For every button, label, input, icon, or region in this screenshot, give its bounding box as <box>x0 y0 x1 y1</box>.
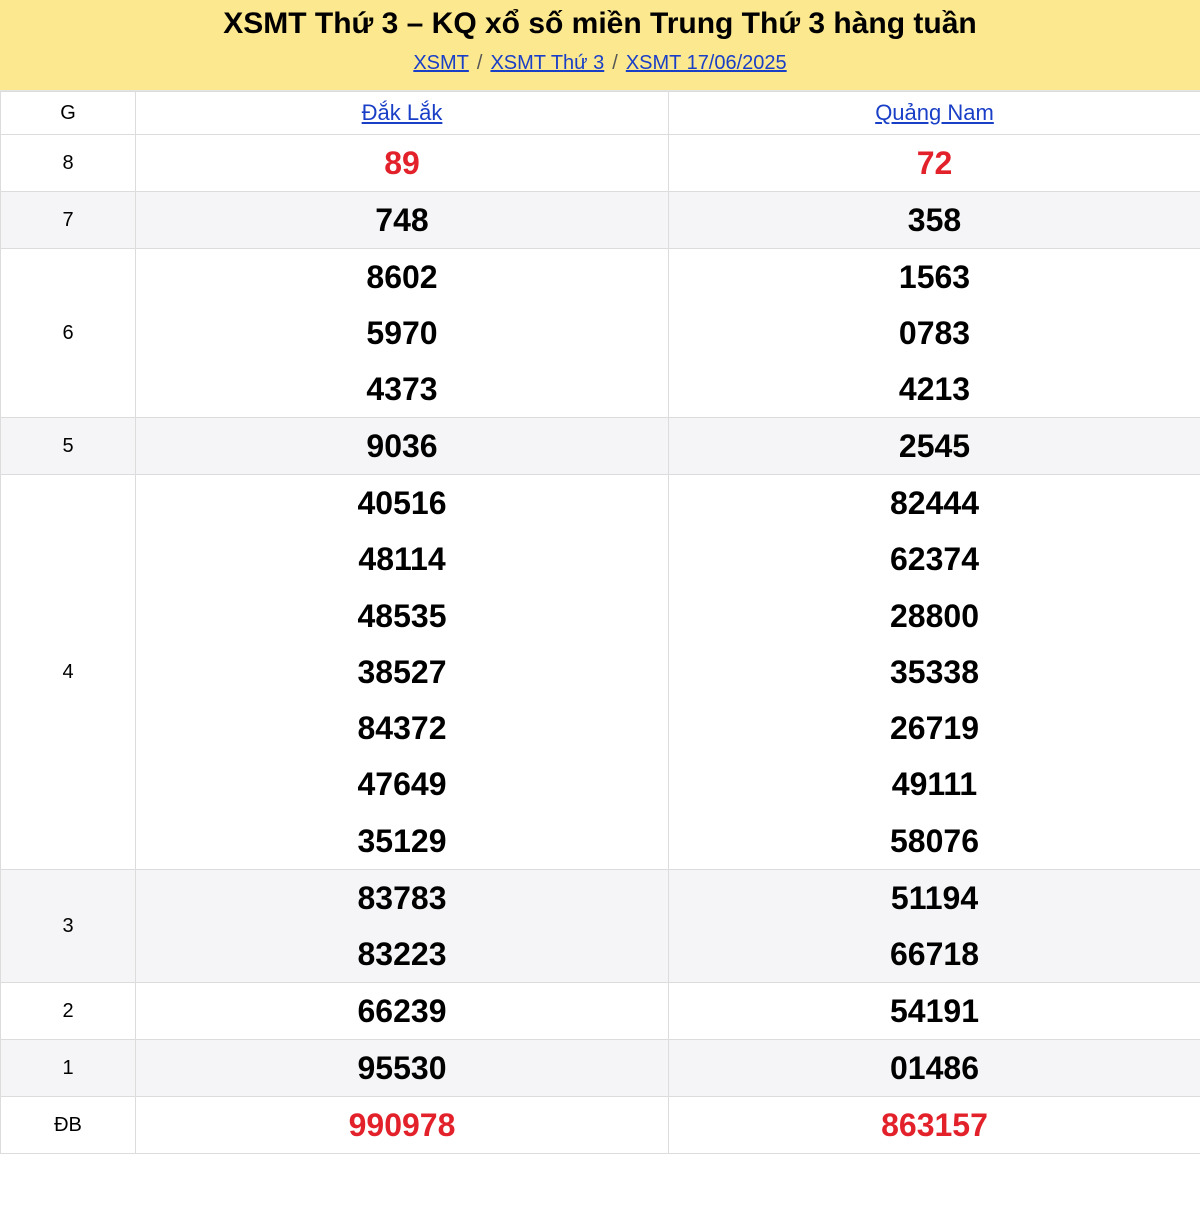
result-cell-daklak <box>136 1097 669 1154</box>
breadcrumb-separator: / <box>612 52 618 74</box>
prize-row-8 <box>1 1097 1200 1154</box>
result-number: 48535 <box>357 597 447 634</box>
result-number: 990978 <box>348 1107 456 1144</box>
result-number: 49111 <box>891 766 978 803</box>
result-cell-quangnam <box>669 983 1200 1040</box>
result-cell-quangnam <box>669 249 1200 418</box>
result-cell-quangnam <box>669 192 1200 249</box>
result-cell-daklak <box>136 870 669 983</box>
result-number: 66718 <box>890 936 979 973</box>
page-title: XSMT Thứ 3 – KQ xổ số miền Trung Thứ 3 hàng tuần <box>223 7 977 40</box>
prize-row-7 <box>1 1040 1200 1097</box>
result-number: 35338 <box>890 653 979 690</box>
prize-row-2 <box>1 249 1200 418</box>
result-number: 4213 <box>898 371 971 407</box>
result-cell-daklak <box>136 475 669 870</box>
province-link-quangnam[interactable]: Quảng Nam <box>875 100 994 125</box>
prize-label: 7 <box>1 192 136 249</box>
result-number: 84372 <box>357 710 447 747</box>
result-cell-daklak <box>136 249 669 418</box>
result-cell-daklak <box>136 1040 669 1097</box>
prize-label: 2 <box>1 983 136 1040</box>
result-number: 47649 <box>357 766 447 803</box>
result-cell-quangnam <box>669 870 1200 983</box>
result-number: 5970 <box>366 315 438 351</box>
prize-row-6 <box>1 983 1200 1040</box>
table-header-row <box>1 92 1200 135</box>
result-cell-daklak <box>136 983 669 1040</box>
result-number: 8602 <box>366 259 438 295</box>
result-number: 40516 <box>357 485 447 521</box>
result-cell-quangnam <box>669 418 1200 475</box>
prize-column-header: G <box>1 92 136 135</box>
result-number: 89 <box>384 145 420 181</box>
breadcrumb-xsmt[interactable]: XSMT <box>413 52 469 74</box>
prize-label: 1 <box>1 1040 136 1097</box>
result-number: 62374 <box>890 541 979 578</box>
result-number: 51194 <box>890 880 979 917</box>
result-cell-quangnam <box>669 1097 1200 1154</box>
prize-row-1 <box>1 192 1200 249</box>
page-header <box>0 0 1200 91</box>
result-number: 26719 <box>890 710 979 747</box>
result-number: 83783 <box>357 880 447 917</box>
result-number: 0783 <box>898 315 971 351</box>
results-body <box>1 135 1200 1154</box>
result-cell-quangnam <box>669 135 1200 192</box>
breadcrumb-xsmt-thu3[interactable]: XSMT Thứ 3 <box>490 52 605 74</box>
province-link-daklak[interactable]: Đắk Lắk <box>361 100 443 125</box>
province-header-quangnam <box>669 92 1200 135</box>
prize-row-3 <box>1 418 1200 475</box>
result-cell-quangnam <box>669 1040 1200 1097</box>
result-number: 358 <box>907 202 962 238</box>
results-table <box>0 91 1200 1154</box>
breadcrumb-date[interactable]: XSMT 17/06/2025 <box>625 52 787 74</box>
prize-label: 5 <box>1 418 136 475</box>
province-header-daklak <box>136 92 669 135</box>
result-number: 48114 <box>358 541 446 578</box>
result-number: 82444 <box>890 485 979 521</box>
result-number: 28800 <box>890 597 979 634</box>
prize-label: 8 <box>1 135 136 192</box>
result-cell-quangnam <box>669 475 1200 870</box>
breadcrumb <box>0 52 1200 75</box>
result-number: 83223 <box>357 936 447 973</box>
result-number: 54191 <box>890 993 979 1030</box>
result-number: 38527 <box>357 653 447 690</box>
result-number: 35129 <box>357 822 447 859</box>
result-cell-daklak <box>136 135 669 192</box>
result-number: 4373 <box>366 371 438 407</box>
result-cell-daklak <box>136 418 669 475</box>
result-number: 95530 <box>357 1050 447 1087</box>
result-number: 58076 <box>890 822 979 859</box>
prize-label: ĐB <box>1 1097 136 1154</box>
breadcrumb-separator: / <box>476 52 483 74</box>
result-number: 9036 <box>366 428 438 464</box>
result-number: 66239 <box>357 993 447 1030</box>
prize-label: 4 <box>1 475 136 870</box>
result-cell-daklak <box>136 192 669 249</box>
result-number: 748 <box>375 202 429 238</box>
prize-row-5 <box>1 870 1200 983</box>
result-number: 01486 <box>890 1050 979 1087</box>
prize-label: 6 <box>1 249 136 418</box>
prize-row-4 <box>1 475 1200 870</box>
result-number: 1563 <box>898 259 971 295</box>
prize-label: 3 <box>1 870 136 983</box>
result-number: 2545 <box>898 428 971 464</box>
result-number: 863157 <box>881 1107 988 1144</box>
result-number: 72 <box>916 145 953 181</box>
prize-row-0 <box>1 135 1200 192</box>
